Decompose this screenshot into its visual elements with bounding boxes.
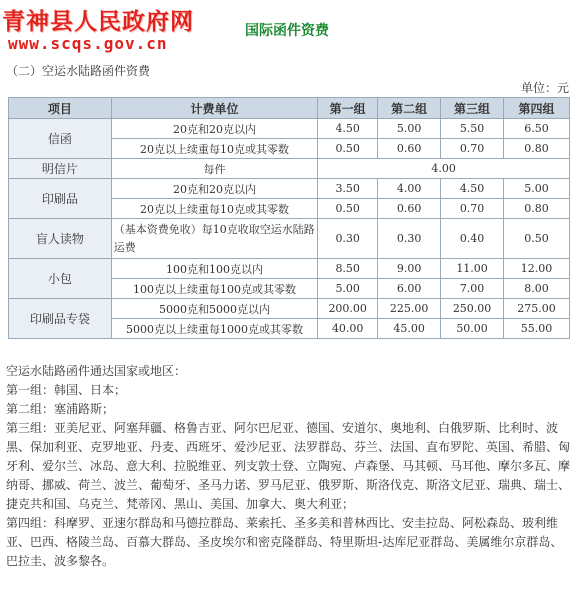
- price-cell: 250.00: [441, 299, 504, 319]
- price-cell: 0.30: [378, 219, 441, 259]
- billing-unit: 20克和20克以内: [111, 179, 317, 199]
- currency-unit: 单位：元: [520, 81, 569, 95]
- price-cell: 3.50: [318, 179, 378, 199]
- site-logo-name[interactable]: 青神县人民政府网: [2, 8, 194, 35]
- price-cell: 0.50: [504, 219, 570, 259]
- price-cell-merged: 4.00: [318, 159, 570, 179]
- billing-unit: （基本资费免收）每10克收取空运水陆路运费: [111, 219, 317, 259]
- notes-group-1: 第一组：韩国、日本；: [6, 383, 127, 397]
- price-cell: 5.00: [318, 279, 378, 299]
- table-header-row: [9, 98, 570, 119]
- billing-unit: 20克和20克以内: [111, 119, 317, 139]
- price-cell: 8.50: [318, 259, 378, 279]
- price-cell: 6.50: [504, 119, 570, 139]
- header-group-3: 第三组: [441, 98, 504, 119]
- fee-table: [8, 97, 570, 339]
- item-printed-matter: 印刷品: [9, 179, 112, 219]
- price-cell: 0.70: [441, 139, 504, 159]
- price-cell: 12.00: [504, 259, 570, 279]
- billing-unit: 100克以上续重每100克或其零数: [111, 279, 317, 299]
- price-cell: 45.00: [378, 319, 441, 339]
- country-group-notes: [6, 362, 572, 571]
- billing-unit: 100克和100克以内: [111, 259, 317, 279]
- price-cell: 0.80: [504, 199, 570, 219]
- header-group-1: 第一组: [318, 98, 378, 119]
- item-postcard: 明信片: [9, 159, 112, 179]
- table-row: [9, 119, 570, 139]
- header-group-4: 第四组: [504, 98, 570, 119]
- header-item: 项目: [9, 98, 112, 119]
- notes-group-3: 第三组：亚美尼亚、阿塞拜疆、格鲁吉亚、阿尔巴尼亚、德国、安道尔、奥地利、白俄罗斯、比利时、波黑、保加利亚、克罗地亚、丹麦、西班牙、爱沙尼亚、法罗群岛、芬兰、法国、直布罗陀、英国、希腊、匈牙利、爱尔兰、冰岛、意大利、拉脱维亚、列支敦士登、立陶宛、卢森堡、马其顿、马耳他、摩尔多瓦、摩纳哥、挪威、荷兰、波兰、葡萄牙、圣马力诺、罗马尼亚、俄罗斯、斯洛伐克、斯洛文尼亚、瑞典、瑞士、捷克共和国、乌克兰、梵蒂冈、黑山、美国、加拿大、奥大利亚；: [6, 421, 571, 511]
- price-cell: 0.70: [441, 199, 504, 219]
- billing-unit: 20克以上续重每10克或其零数: [111, 199, 317, 219]
- notes-group-2: 第二组：塞浦路斯；: [6, 402, 115, 416]
- price-cell: 7.00: [441, 279, 504, 299]
- price-cell: 4.50: [441, 179, 504, 199]
- site-logo-url[interactable]: www.scqs.gov.cn: [8, 34, 168, 53]
- price-cell: 0.50: [318, 139, 378, 159]
- header-billing-unit: 计费单位: [111, 98, 317, 119]
- price-cell: 0.60: [378, 139, 441, 159]
- table-row: [9, 179, 570, 199]
- price-cell: 225.00: [378, 299, 441, 319]
- billing-unit: 5000克以上续重每1000克或其零数: [111, 319, 317, 339]
- price-cell: 0.80: [504, 139, 570, 159]
- price-cell: 4.50: [318, 119, 378, 139]
- notes-intro: 空运水陆路函件通达国家或地区：: [6, 364, 187, 378]
- notes-group-4: 第四组：科摩罗、亚速尔群岛和马德拉群岛、莱索托、圣多美和普林西比、安圭拉岛、阿松森岛、玻利维亚、巴西、格陵兰岛、百慕大群岛、圣皮埃尔和密克隆群岛、特里斯坦-达库尼亚群岛、美属维尔京群岛、巴拉圭、波多黎各。: [6, 516, 563, 568]
- price-cell: 0.30: [318, 219, 378, 259]
- billing-unit: 5000克和5000克以内: [111, 299, 317, 319]
- price-cell: 5.00: [378, 119, 441, 139]
- table-row: [9, 219, 570, 259]
- price-cell: 40.00: [318, 319, 378, 339]
- price-cell: 8.00: [504, 279, 570, 299]
- price-cell: 6.00: [378, 279, 441, 299]
- price-cell: 0.60: [378, 199, 441, 219]
- price-cell: 11.00: [441, 259, 504, 279]
- price-cell: 50.00: [441, 319, 504, 339]
- price-cell: 200.00: [318, 299, 378, 319]
- price-cell: 0.50: [318, 199, 378, 219]
- price-cell: 55.00: [504, 319, 570, 339]
- table-row: [9, 299, 570, 319]
- price-cell: 0.40: [441, 219, 504, 259]
- price-cell: 4.00: [378, 179, 441, 199]
- price-cell: 5.00: [504, 179, 570, 199]
- item-small-packet: 小包: [9, 259, 112, 299]
- price-cell: 275.00: [504, 299, 570, 319]
- price-cell: 5.50: [441, 119, 504, 139]
- item-printed-matter-bag: 印刷品专袋: [9, 299, 112, 339]
- billing-unit: 20克以上续重每10克或其零数: [111, 139, 317, 159]
- table-row: [9, 159, 570, 179]
- price-cell: 9.00: [378, 259, 441, 279]
- item-braille-literature: 盲人读物: [9, 219, 112, 259]
- item-letter: 信函: [9, 119, 112, 159]
- section-subtitle: （二）空运水陆路函件资费: [6, 64, 151, 78]
- billing-unit: 每件: [111, 159, 317, 179]
- table-row: [9, 259, 570, 279]
- page-title: 国际函件资费: [245, 23, 329, 39]
- header-group-2: 第二组: [378, 98, 441, 119]
